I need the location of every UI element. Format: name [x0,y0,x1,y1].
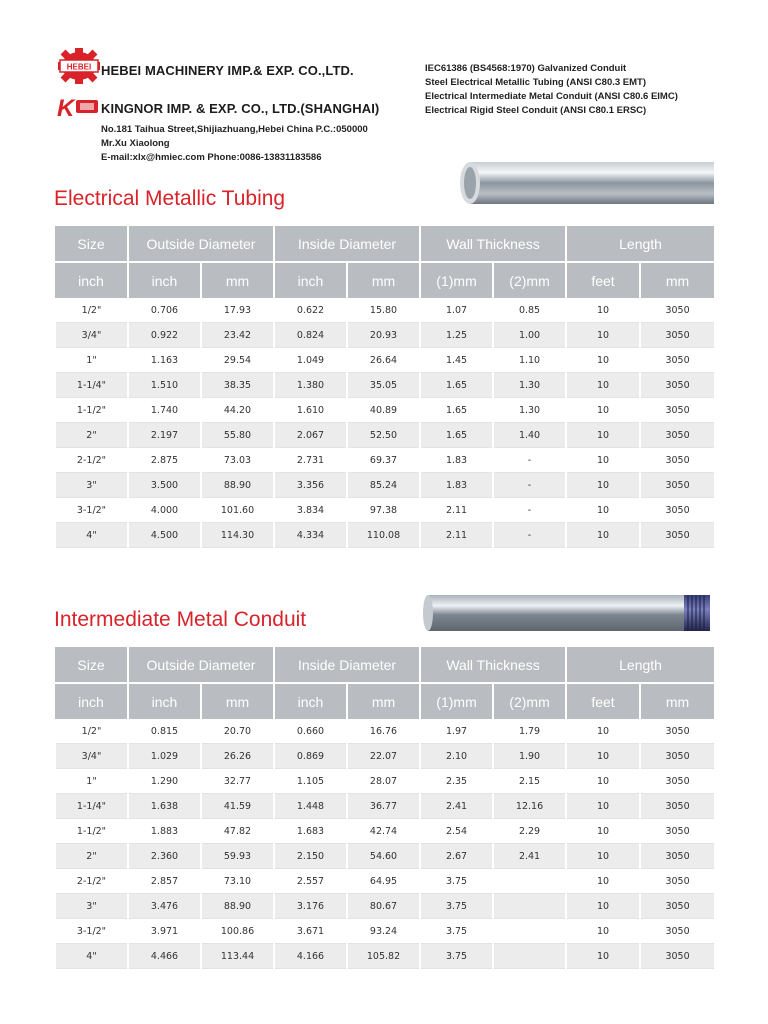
table-cell: 1.105 [274,769,347,794]
table-cell: 2.11 [420,523,493,548]
table-cell: 3050 [640,523,714,548]
table-cell: 2.54 [420,819,493,844]
table-cell: 3.75 [420,869,493,894]
table-cell: 3050 [640,298,714,323]
table-cell: 52.50 [347,423,420,448]
header-length: Length [566,226,714,262]
header-size: Size [55,226,128,262]
header-wall-thickness: Wall Thickness [420,226,566,262]
table-cell: 1.90 [493,744,566,769]
subheader-id-inch: inch [274,262,347,298]
table-cell: 3.500 [128,473,201,498]
company-address: No.181 Taihua Street,Shijiazhuang,Hebei China P.C.:050000 [101,124,368,135]
size-cell: 1-1/4" [55,794,128,819]
table-cell: 10 [566,298,640,323]
table-cell: 1.40 [493,423,566,448]
size-cell: 4" [55,944,128,969]
table-cell: 3.75 [420,944,493,969]
size-cell: 3-1/2" [55,498,128,523]
table-cell: 15.80 [347,298,420,323]
subheader-length-feet: feet [566,683,640,719]
table-cell: 10 [566,844,640,869]
table-cell: 47.82 [201,819,274,844]
table-cell: 3.75 [420,919,493,944]
table-cell: 4.466 [128,944,201,969]
table-row [55,398,714,423]
table-cell: 1.79 [493,719,566,744]
table-cell: 1.610 [274,398,347,423]
table-row [55,348,714,373]
table-cell: 88.90 [201,473,274,498]
table-cell: 20.93 [347,323,420,348]
table-cell: 0.660 [274,719,347,744]
table-cell: 12.16 [493,794,566,819]
table-cell: 3050 [640,448,714,473]
table-cell: 1.83 [420,448,493,473]
table-cell: 1.65 [420,423,493,448]
table-row [55,523,714,548]
table-row [55,869,714,894]
table-cell: 28.07 [347,769,420,794]
table-cell: 40.89 [347,398,420,423]
company-name-hebei: HEBEI MACHINERY IMP.& EXP. CO.,LTD. [101,63,354,78]
table-cell: 2.197 [128,423,201,448]
table-cell: 3050 [640,398,714,423]
table-cell: 1.029 [128,744,201,769]
table-cell: 0.824 [274,323,347,348]
table-cell: 59.93 [201,844,274,869]
table-cell: 1.30 [493,398,566,423]
header-inside-diameter: Inside Diameter [274,226,420,262]
table-row [55,719,714,744]
table-row [55,323,714,348]
table-cell: 26.64 [347,348,420,373]
size-cell: 1-1/2" [55,398,128,423]
table-cell: 85.24 [347,473,420,498]
table-cell: 3050 [640,744,714,769]
subheader-wall-1: (1)mm [420,683,493,719]
table-cell: 3050 [640,769,714,794]
table-cell: 110.08 [347,523,420,548]
table-cell: 1.30 [493,373,566,398]
table-cell: 10 [566,894,640,919]
table-cell: 1.00 [493,323,566,348]
table-row [55,423,714,448]
table-cell [493,894,566,919]
table-cell: 2.15 [493,769,566,794]
table-cell: 26.26 [201,744,274,769]
table-cell: 44.20 [201,398,274,423]
table-row [55,448,714,473]
table-cell: 73.03 [201,448,274,473]
table-cell: 113.44 [201,944,274,969]
table-cell: 1.07 [420,298,493,323]
table-cell: 105.82 [347,944,420,969]
table-cell: 4.000 [128,498,201,523]
contact-name: Mr.Xu Xiaolong [101,138,170,149]
table-cell: 1.049 [274,348,347,373]
table-cell: 10 [566,448,640,473]
table-cell: 3.476 [128,894,201,919]
subheader-wall-2: (2)mm [493,262,566,298]
imc-section-title: Intermediate Metal Conduit [54,608,307,631]
table-cell: 3050 [640,348,714,373]
table-cell: 54.60 [347,844,420,869]
table-cell: 0.622 [274,298,347,323]
table-cell: 20.70 [201,719,274,744]
table-cell: 114.30 [201,523,274,548]
table-cell: 3.671 [274,919,347,944]
table-cell: 88.90 [201,894,274,919]
table-cell: 73.10 [201,869,274,894]
table-cell: 3050 [640,919,714,944]
subheader-id-inch: inch [274,683,347,719]
table-cell: 69.37 [347,448,420,473]
table-cell: 1.510 [128,373,201,398]
contact-info: E-mail:xlx@hmiec.com Phone:0086-13831183586 [101,152,322,163]
subheader-length-feet: feet [566,262,640,298]
header-outside-diameter: Outside Diameter [128,647,274,683]
table-cell: 97.38 [347,498,420,523]
table-cell: - [493,448,566,473]
table-cell: 2.731 [274,448,347,473]
size-cell: 3/4" [55,323,128,348]
table-row [55,498,714,523]
table-cell: 2.67 [420,844,493,869]
company-name-kingnor: KINGNOR IMP. & EXP. CO., LTD.(SHANGHAI) [101,101,380,116]
table-cell: 29.54 [201,348,274,373]
table-cell: 3050 [640,844,714,869]
subheader-size-inch: inch [55,683,128,719]
table-cell: 3050 [640,944,714,969]
table-cell: 0.815 [128,719,201,744]
table-row [55,844,714,869]
size-cell: 1/2" [55,298,128,323]
table-cell: 4.166 [274,944,347,969]
table-cell: 3.75 [420,894,493,919]
size-cell: 3/4" [55,744,128,769]
subheader-wall-2: (2)mm [493,683,566,719]
table-cell [493,944,566,969]
table-cell: 100.86 [201,919,274,944]
table-cell: 2.41 [493,844,566,869]
standard-line-3: Electrical Intermediate Metal Conduit (ANSI C80.6 EIMC) [425,91,678,102]
table-cell: 3050 [640,423,714,448]
table-cell: 93.24 [347,919,420,944]
table-cell: 0.922 [128,323,201,348]
table-cell: 2.857 [128,869,201,894]
table-cell: 2.41 [420,794,493,819]
table-cell: 17.93 [201,298,274,323]
table-cell: 3.356 [274,473,347,498]
size-cell: 1/2" [55,719,128,744]
table-cell: 1.97 [420,719,493,744]
table-cell: 2.10 [420,744,493,769]
size-cell: 2" [55,423,128,448]
table-cell: 10 [566,373,640,398]
table-cell: 3050 [640,869,714,894]
table-row [55,473,714,498]
subheader-od-inch: inch [128,683,201,719]
standard-line-1: IEC61386 (BS4568:1970) Galvanized Conduit [425,63,627,74]
table-cell: 22.07 [347,744,420,769]
logo2-text: K [57,95,75,122]
size-cell: 4" [55,523,128,548]
table-cell: 64.95 [347,869,420,894]
subheader-od-inch: inch [128,262,201,298]
emt-section-title: Electrical Metallic Tubing [54,187,286,210]
table-row [55,819,714,844]
table-cell: 2.875 [128,448,201,473]
subheader-od-mm: mm [201,262,274,298]
table-cell: 38.35 [201,373,274,398]
table-row [55,769,714,794]
table-cell: 23.42 [201,323,274,348]
size-cell: 3-1/2" [55,919,128,944]
table-cell: 3050 [640,719,714,744]
table-cell: 3050 [640,323,714,348]
table-cell: 10 [566,794,640,819]
table-cell: 42.74 [347,819,420,844]
table-cell: 1.740 [128,398,201,423]
table-cell [493,919,566,944]
table-cell: 10 [566,744,640,769]
table-cell: 80.67 [347,894,420,919]
table-cell: 10 [566,819,640,844]
table-cell: 10 [566,498,640,523]
table-cell: 1.25 [420,323,493,348]
size-cell: 1" [55,769,128,794]
table-cell: 3050 [640,498,714,523]
table-cell: 2.29 [493,819,566,844]
header-inside-diameter: Inside Diameter [274,647,420,683]
table-cell: 10 [566,769,640,794]
size-cell: 2-1/2" [55,869,128,894]
table-row [55,919,714,944]
table-cell: 10 [566,423,640,448]
table-cell: 3050 [640,819,714,844]
table-cell: 10 [566,919,640,944]
table-cell: 1.65 [420,373,493,398]
emt-pipe-image [458,158,714,212]
table-cell: 16.76 [347,719,420,744]
table-cell: 101.60 [201,498,274,523]
subheader-size-inch: inch [55,262,128,298]
size-cell: 3" [55,473,128,498]
table-cell: 3050 [640,473,714,498]
table-row [55,373,714,398]
size-cell: 3" [55,894,128,919]
subheader-id-mm: mm [347,262,420,298]
table-cell: 10 [566,944,640,969]
table-cell: 1.65 [420,398,493,423]
table-cell: 0.85 [493,298,566,323]
table-cell: 0.706 [128,298,201,323]
table-row [55,894,714,919]
header-size: Size [55,647,128,683]
table-cell: 1.10 [493,348,566,373]
table-cell: 3.971 [128,919,201,944]
hebei-logo [56,48,102,84]
table-cell: 1.883 [128,819,201,844]
table-cell: 0.869 [274,744,347,769]
table-cell: 2.11 [420,498,493,523]
logo1-text: HEBEI [66,62,92,72]
subheader-length-mm: mm [640,683,714,719]
table-cell: 2.557 [274,869,347,894]
table-cell: 10 [566,523,640,548]
standard-line-4: Electrical Rigid Steel Conduit (ANSI C80.1 ERSC) [425,105,647,116]
table-cell: 1.83 [420,473,493,498]
table-cell: 1.683 [274,819,347,844]
size-cell: 1" [55,348,128,373]
table-cell: 32.77 [201,769,274,794]
table-cell: 55.80 [201,423,274,448]
table-cell: 41.59 [201,794,274,819]
size-cell: 1-1/4" [55,373,128,398]
imc-pipe-image [422,592,714,638]
header-length: Length [566,647,714,683]
subheader-id-mm: mm [347,683,420,719]
table-cell: 3.834 [274,498,347,523]
table-cell: 36.77 [347,794,420,819]
table-cell: - [493,473,566,498]
table-cell: 1.163 [128,348,201,373]
table-cell: 1.448 [274,794,347,819]
table-row [55,744,714,769]
subheader-od-mm: mm [201,683,274,719]
table-cell: - [493,498,566,523]
table-cell: - [493,523,566,548]
table-cell: 2.360 [128,844,201,869]
header-outside-diameter: Outside Diameter [128,226,274,262]
table-cell: 1.290 [128,769,201,794]
table-cell: 3.176 [274,894,347,919]
table-cell: 3050 [640,373,714,398]
table-cell: 10 [566,473,640,498]
imc-spec-table [54,647,714,969]
table-cell: 2.35 [420,769,493,794]
table-cell: 3050 [640,894,714,919]
table-cell [493,869,566,894]
table-cell: 35.05 [347,373,420,398]
table-cell: 3050 [640,794,714,819]
size-cell: 1-1/2" [55,819,128,844]
table-cell: 10 [566,323,640,348]
table-cell: 10 [566,348,640,373]
table-cell: 10 [566,719,640,744]
table-cell: 1.638 [128,794,201,819]
table-cell: 4.334 [274,523,347,548]
emt-spec-table [54,226,714,548]
table-cell: 2.150 [274,844,347,869]
table-cell: 1.380 [274,373,347,398]
table-row [55,794,714,819]
table-cell: 2.067 [274,423,347,448]
size-cell: 2" [55,844,128,869]
table-cell: 10 [566,398,640,423]
header-wall-thickness: Wall Thickness [420,647,566,683]
standard-line-2: Steel Electrical Metallic Tubing (ANSI C80.3 EMT) [425,77,647,88]
size-cell: 2-1/2" [55,448,128,473]
table-row [55,944,714,969]
table-row [55,298,714,323]
table-cell: 10 [566,869,640,894]
kingnor-logo [56,94,102,122]
table-cell: 1.45 [420,348,493,373]
subheader-length-mm: mm [640,262,714,298]
table-cell: 4.500 [128,523,201,548]
subheader-wall-1: (1)mm [420,262,493,298]
